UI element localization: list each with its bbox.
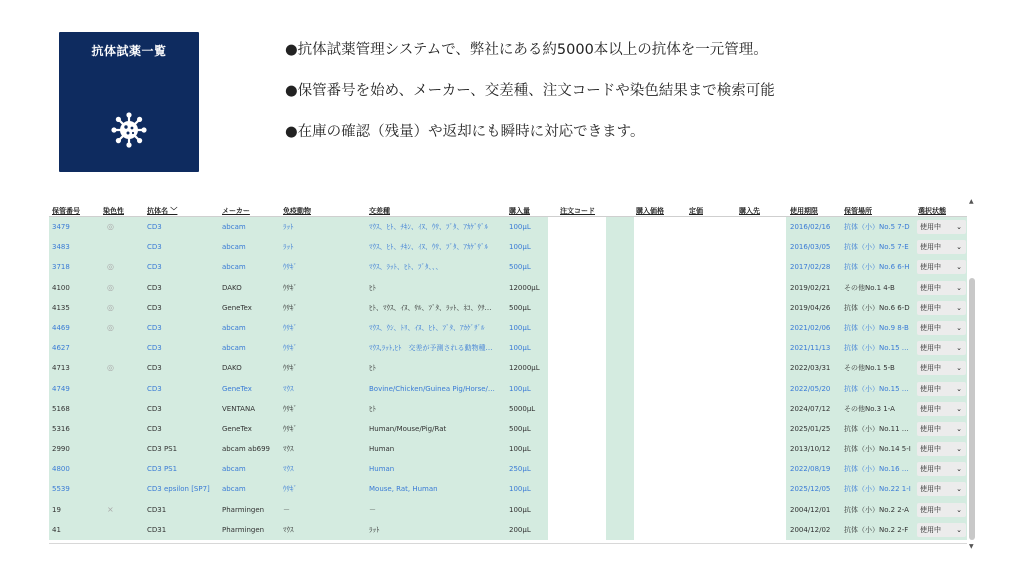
- cell-expiry: 2004/12/02: [790, 525, 831, 534]
- header-host-animal[interactable]: 免疫動物: [283, 207, 311, 215]
- status-select[interactable]: [917, 301, 966, 315]
- header-selection-status[interactable]: 選択状態: [918, 207, 946, 215]
- cell-purchase-qty: 12000μL: [509, 283, 540, 292]
- cell-expiry: 2022/03/31: [790, 364, 831, 373]
- cell-purchase-qty: 200μL: [509, 525, 531, 534]
- status-select-value: 使用中: [920, 223, 941, 231]
- feature-item: ●在庫の確認（残量）や返却にも瞬時に対応できます。: [285, 124, 645, 140]
- cell-location: 抗体（小）No.15 …: [844, 344, 909, 353]
- header-staining[interactable]: 染色性: [103, 207, 124, 215]
- table-header: [49, 198, 967, 217]
- cell-storage-no: 4469: [52, 323, 70, 332]
- chevron-down-icon: ⌄: [956, 303, 962, 312]
- cell-maker: GeneTex: [222, 424, 252, 433]
- header-supplier[interactable]: 購入先: [739, 207, 760, 215]
- cell-cross-reactivity: －: [369, 505, 376, 514]
- table-row[interactable]: [49, 419, 967, 439]
- cell-purchase-qty: 100μL: [509, 384, 531, 393]
- cell-cross-reactivity: ﾏｳｽ、ﾗｯﾄ、ﾋﾄ、ﾌﾞﾀ、、、: [369, 263, 443, 272]
- cell-antibody-name: CD3: [147, 323, 162, 332]
- cell-maker: abcam: [222, 243, 246, 252]
- cell-cross-reactivity: Bovine/Chicken/Guinea Pig/Horse/…: [369, 384, 495, 393]
- scrollbar-thumb[interactable]: [969, 278, 975, 540]
- table-row[interactable]: [49, 500, 967, 520]
- cell-host-animal: ﾏｳｽ: [283, 465, 294, 474]
- status-select-value: 使用中: [920, 404, 941, 413]
- header-location[interactable]: 保管場所: [844, 207, 872, 215]
- cell-antibody-name: CD3: [147, 364, 162, 373]
- table-row[interactable]: [49, 479, 967, 499]
- cell-host-animal: ｳｻｷﾞ: [283, 364, 297, 373]
- cell-cross-reactivity: ﾋﾄ: [369, 364, 376, 373]
- cell-staining: ◎: [107, 222, 114, 231]
- chevron-down-icon: ⌄: [956, 465, 962, 474]
- status-select[interactable]: [917, 422, 966, 436]
- chevron-down-icon: ⌄: [956, 445, 962, 454]
- cell-purchase-qty: 100μL: [509, 485, 531, 494]
- cell-cross-reactivity: ﾋﾄ: [369, 404, 376, 413]
- table-row[interactable]: [49, 338, 967, 358]
- header-list-price[interactable]: 定価: [689, 207, 703, 215]
- cell-staining: ◎: [107, 363, 114, 373]
- cell-staining: ◎: [107, 282, 114, 292]
- cell-maker: abcam ab699: [222, 445, 271, 454]
- header-storage-no[interactable]: 保管番号: [52, 207, 80, 215]
- cell-location: その他No.1 5-B: [844, 364, 895, 373]
- cell-maker: abcam: [222, 263, 246, 272]
- chevron-down-icon: ⌄: [956, 243, 962, 252]
- cell-host-animal: ｳｻｷﾞ: [283, 323, 297, 332]
- price-supplier-columns: [634, 217, 786, 540]
- status-select[interactable]: [917, 482, 966, 496]
- status-select-value: 使用中: [920, 485, 941, 494]
- cell-cross-reactivity: ﾏｳｽ、ﾋﾄ、ﾁｷﾝ、ｲﾇ、ｳｻ、ﾌﾞﾀ、ｱｶｹﾞｻﾞﾙ: [369, 223, 488, 231]
- cell-purchase-qty: 100μL: [509, 344, 531, 353]
- status-select[interactable]: [917, 503, 966, 517]
- header-maker[interactable]: メーカー: [222, 207, 250, 215]
- cell-cross-reactivity: ﾏｳｽ,ﾗｯﾄ,ﾋﾄ 交差が予測される動物種…: [369, 344, 493, 353]
- chevron-down-icon: ⌄: [956, 263, 962, 272]
- cell-maker: DAKO: [222, 283, 242, 292]
- cell-location: 抗体（小）No.14 5-I: [844, 445, 911, 454]
- cell-location: 抗体（小）No.5 7-D: [844, 223, 910, 231]
- cell-antibody-name: CD3: [147, 384, 162, 393]
- chevron-down-icon: ⌄: [956, 505, 962, 514]
- antibody-table: [49, 198, 967, 544]
- cell-host-animal: ﾗｯﾄ: [283, 243, 294, 252]
- cell-antibody-name: CD31: [147, 505, 167, 514]
- status-select-value: 使用中: [920, 445, 941, 454]
- status-select[interactable]: [917, 240, 966, 254]
- cell-storage-no: 4800: [52, 465, 70, 474]
- cell-purchase-qty: 12000μL: [509, 364, 540, 373]
- cell-storage-no: 3718: [52, 263, 70, 272]
- cell-antibody-name: CD3: [147, 243, 162, 252]
- cell-expiry: 2013/10/12: [790, 445, 831, 454]
- cell-maker: abcam: [222, 223, 246, 231]
- order-code-column: [548, 217, 606, 540]
- cell-staining: ◎: [107, 302, 114, 312]
- cell-maker: GeneTex: [222, 303, 252, 312]
- status-select[interactable]: [917, 382, 966, 396]
- cell-host-animal: ｳｻｷﾞ: [283, 485, 297, 494]
- cell-antibody-name: CD3: [147, 344, 162, 353]
- status-select[interactable]: [917, 260, 966, 274]
- chevron-down-icon: ⌄: [956, 223, 962, 231]
- cell-expiry: 2022/05/20: [790, 384, 831, 393]
- feature-list: [285, 40, 965, 163]
- cell-storage-no: 2990: [52, 445, 70, 454]
- cell-storage-no: 4749: [52, 384, 70, 393]
- cell-host-animal: －: [283, 505, 290, 514]
- status-select-value: 使用中: [920, 364, 941, 373]
- chevron-down-icon: ⌄: [956, 364, 962, 373]
- status-select-value: 使用中: [920, 283, 941, 292]
- cell-purchase-qty: 100μL: [509, 323, 531, 332]
- cell-cross-reactivity: Human/Mouse/Pig/Rat: [369, 424, 447, 433]
- status-select-value: 使用中: [920, 263, 941, 272]
- cell-expiry: 2024/07/12: [790, 404, 831, 413]
- cell-antibody-name: CD3: [147, 424, 162, 433]
- chevron-down-icon: ⌄: [956, 344, 962, 353]
- cell-purchase-qty: 100μL: [509, 243, 531, 252]
- cell-purchase-qty: 250μL: [509, 465, 531, 474]
- cell-expiry: 2016/03/05: [790, 243, 831, 252]
- cell-maker: Pharmingen: [222, 505, 265, 514]
- cell-storage-no: 5316: [52, 424, 70, 433]
- cell-host-animal: ｳｻｷﾞ: [283, 404, 297, 413]
- cell-host-animal: ｳｻｷﾞ: [283, 344, 297, 353]
- cell-storage-no: 4713: [52, 364, 70, 373]
- cell-maker: abcam: [222, 465, 246, 474]
- table-row[interactable]: [49, 520, 967, 540]
- table-scrollbar[interactable]: [968, 198, 976, 550]
- header-cross-reactivity[interactable]: 交差種: [369, 207, 390, 215]
- chevron-down-icon: ⌄: [956, 485, 962, 494]
- cell-cross-reactivity: ﾗｯﾄ: [369, 525, 380, 534]
- table-row[interactable]: [49, 358, 967, 378]
- cell-host-animal: ｳｻｷﾞ: [283, 263, 297, 272]
- status-select-value: 使用中: [920, 525, 941, 534]
- cell-antibody-name: CD3 PS1: [147, 445, 178, 454]
- header-antibody-name[interactable]: 抗体名 ﹀: [147, 207, 178, 215]
- cell-antibody-name: CD31: [147, 525, 167, 534]
- chevron-down-icon: ⌄: [956, 323, 962, 332]
- cell-host-animal: ｳｻｷﾞ: [283, 283, 297, 292]
- cell-location: その他No.3 1-A: [844, 404, 895, 413]
- tile-title: 抗体試薬一覧: [91, 44, 167, 58]
- status-select[interactable]: [917, 361, 966, 375]
- status-select[interactable]: [917, 321, 966, 335]
- status-select-value: 使用中: [920, 384, 941, 393]
- cell-staining: ◎: [107, 262, 114, 272]
- cell-antibody-name: CD3 epsilon [SP7]: [147, 485, 210, 494]
- cell-maker: abcam: [222, 323, 246, 332]
- status-select[interactable]: [917, 462, 966, 476]
- chevron-down-icon: ⌄: [956, 404, 962, 413]
- cell-staining: ×: [107, 504, 114, 514]
- header-order-code[interactable]: 注文コード: [560, 207, 595, 215]
- table-row[interactable]: [49, 439, 967, 459]
- cell-storage-no: 5168: [52, 404, 70, 413]
- cell-host-animal: ﾗｯﾄ: [283, 223, 294, 231]
- cell-location: 抗体（小）No.6 6-H: [844, 263, 910, 272]
- header-purchase-price[interactable]: 購入価格: [636, 207, 664, 215]
- cell-cross-reactivity: Human: [369, 465, 395, 474]
- status-select[interactable]: [917, 402, 966, 416]
- cell-host-animal: ﾏｳｽ: [283, 525, 294, 534]
- cell-antibody-name: CD3: [147, 263, 162, 272]
- status-select-value: 使用中: [920, 465, 941, 474]
- cell-expiry: 2017/02/28: [790, 263, 831, 272]
- table-row[interactable]: [49, 217, 967, 237]
- status-select-value: 使用中: [920, 323, 941, 332]
- antibody-list-tile[interactable]: [59, 32, 199, 172]
- scroll-up-icon[interactable]: ▲: [969, 198, 974, 205]
- cell-host-animal: ｳｻｷﾞ: [283, 303, 297, 312]
- scroll-down-icon[interactable]: ▼: [969, 543, 974, 550]
- cell-expiry: 2021/02/06: [790, 323, 831, 332]
- cell-antibody-name: CD3: [147, 283, 162, 292]
- table-row[interactable]: [49, 399, 967, 419]
- status-select-value: 使用中: [920, 344, 941, 353]
- cell-purchase-qty: 500μL: [509, 424, 531, 433]
- cell-expiry: 2016/02/16: [790, 223, 831, 231]
- chevron-down-icon: ⌄: [956, 384, 962, 393]
- cell-cross-reactivity: ﾏｳｽ、ﾋﾄ、ﾁｷﾝ、ｲﾇ、ｳｻ、ﾌﾞﾀ、ｱｶｹﾞｻﾞﾙ: [369, 243, 488, 252]
- cell-antibody-name: CD3: [147, 404, 162, 413]
- cell-storage-no: 4135: [52, 303, 70, 312]
- cell-cross-reactivity: Human: [369, 445, 395, 454]
- cell-cross-reactivity: ﾏｳｽ、ｳｼ、ﾄﾘ、ｲﾇ、ﾋﾄ、ﾌﾞﾀ、ｱｶｹﾞｻﾞﾙ: [369, 323, 485, 332]
- cell-maker: DAKO: [222, 364, 242, 373]
- cell-cross-reactivity: ﾋﾄ: [369, 283, 376, 292]
- chevron-down-icon: ⌄: [956, 525, 962, 534]
- cell-storage-no: 3479: [52, 223, 70, 231]
- cell-location: その他No.1 4-B: [844, 283, 895, 292]
- cell-storage-no: 19: [52, 505, 61, 514]
- header-expiry[interactable]: 使用期限: [790, 207, 818, 215]
- cell-antibody-name: CD3 PS1: [147, 465, 178, 474]
- status-select[interactable]: [917, 523, 966, 537]
- cell-storage-no: 4627: [52, 344, 70, 353]
- cell-antibody-name: CD3: [147, 223, 162, 231]
- cell-purchase-qty: 500μL: [509, 303, 531, 312]
- cell-maker: Pharmingen: [222, 525, 265, 534]
- cell-purchase-qty: 100μL: [509, 445, 531, 454]
- status-select[interactable]: [917, 341, 966, 355]
- cell-expiry: 2025/01/25: [790, 424, 831, 433]
- status-select-value: 使用中: [920, 505, 941, 514]
- table-row[interactable]: [49, 379, 967, 399]
- cell-expiry: 2004/12/01: [790, 505, 831, 514]
- cell-maker: abcam: [222, 485, 246, 494]
- cell-cross-reactivity: Mouse, Rat, Human: [369, 485, 438, 494]
- table-row[interactable]: [49, 278, 967, 298]
- cell-expiry: 2019/02/21: [790, 283, 831, 292]
- status-select-value: 使用中: [920, 424, 941, 433]
- status-select-value: 使用中: [920, 303, 941, 312]
- cell-expiry: 2025/12/05: [790, 485, 831, 494]
- cell-storage-no: 4100: [52, 283, 70, 292]
- cell-location: 抗体（小）No.15 …: [844, 384, 909, 393]
- cell-location: 抗体（小）No.5 7-E: [844, 243, 909, 252]
- cell-location: 抗体（小）No.11 …: [844, 424, 909, 433]
- cell-storage-no: 5539: [52, 485, 70, 494]
- cell-location: 抗体（小）No.16 …: [844, 465, 909, 474]
- status-select[interactable]: [917, 220, 966, 234]
- virus-icon: [111, 112, 147, 148]
- cell-host-animal: ｳｻｷﾞ: [283, 424, 297, 433]
- cell-location: 抗体（小）No.6 6-D: [844, 303, 910, 312]
- cell-location: 抗体（小）No.22 1-I: [844, 485, 911, 494]
- cell-storage-no: 41: [52, 525, 61, 534]
- cell-antibody-name: CD3: [147, 303, 162, 312]
- cell-purchase-qty: 500μL: [509, 263, 531, 272]
- chevron-down-icon: ⌄: [956, 283, 962, 292]
- cell-host-animal: ﾏｳｽ: [283, 384, 294, 393]
- cell-storage-no: 3483: [52, 243, 70, 252]
- table-row[interactable]: [49, 298, 967, 318]
- table-row[interactable]: [49, 459, 967, 479]
- cell-location: 抗体（小）No.2 2-A: [844, 505, 909, 514]
- cell-location: 抗体（小）No.9 8-B: [844, 323, 909, 332]
- feature-item: ●抗体試薬管理システムで、弊社にある約5000本以上の抗体を一元管理。: [285, 42, 768, 58]
- cell-expiry: 2021/11/13: [790, 344, 831, 353]
- status-select[interactable]: [917, 281, 966, 295]
- chevron-down-icon: ⌄: [956, 424, 962, 433]
- table-row[interactable]: [49, 318, 967, 338]
- cell-maker: GeneTex: [222, 384, 252, 393]
- table-row[interactable]: [49, 237, 967, 257]
- table-row[interactable]: [49, 257, 967, 277]
- cell-purchase-qty: 5000μL: [509, 404, 536, 413]
- status-select[interactable]: [917, 442, 966, 456]
- cell-purchase-qty: 100μL: [509, 505, 531, 514]
- header-purchase-qty[interactable]: 購入量: [509, 207, 530, 215]
- cell-host-animal: ﾏｳｽ: [283, 445, 294, 454]
- cell-maker: abcam: [222, 344, 246, 353]
- feature-item: ●保管番号を始め、メーカー、交差種、注文コードや染色結果まで検索可能: [285, 83, 775, 99]
- cell-cross-reactivity: ﾋﾄ、ﾏｳｽ、ｲﾇ、ｻﾙ、ﾌﾞﾀ、ﾗｯﾄ、ﾈｺ、ｳｻ…: [369, 303, 492, 312]
- cell-staining: ◎: [107, 322, 114, 332]
- cell-maker: VENTANA: [222, 404, 255, 413]
- cell-purchase-qty: 100μL: [509, 223, 531, 231]
- cell-expiry: 2019/04/26: [790, 303, 831, 312]
- cell-expiry: 2022/08/19: [790, 465, 831, 474]
- status-select-value: 使用中: [920, 243, 941, 252]
- cell-location: 抗体（小）No.2 2-F: [844, 525, 909, 534]
